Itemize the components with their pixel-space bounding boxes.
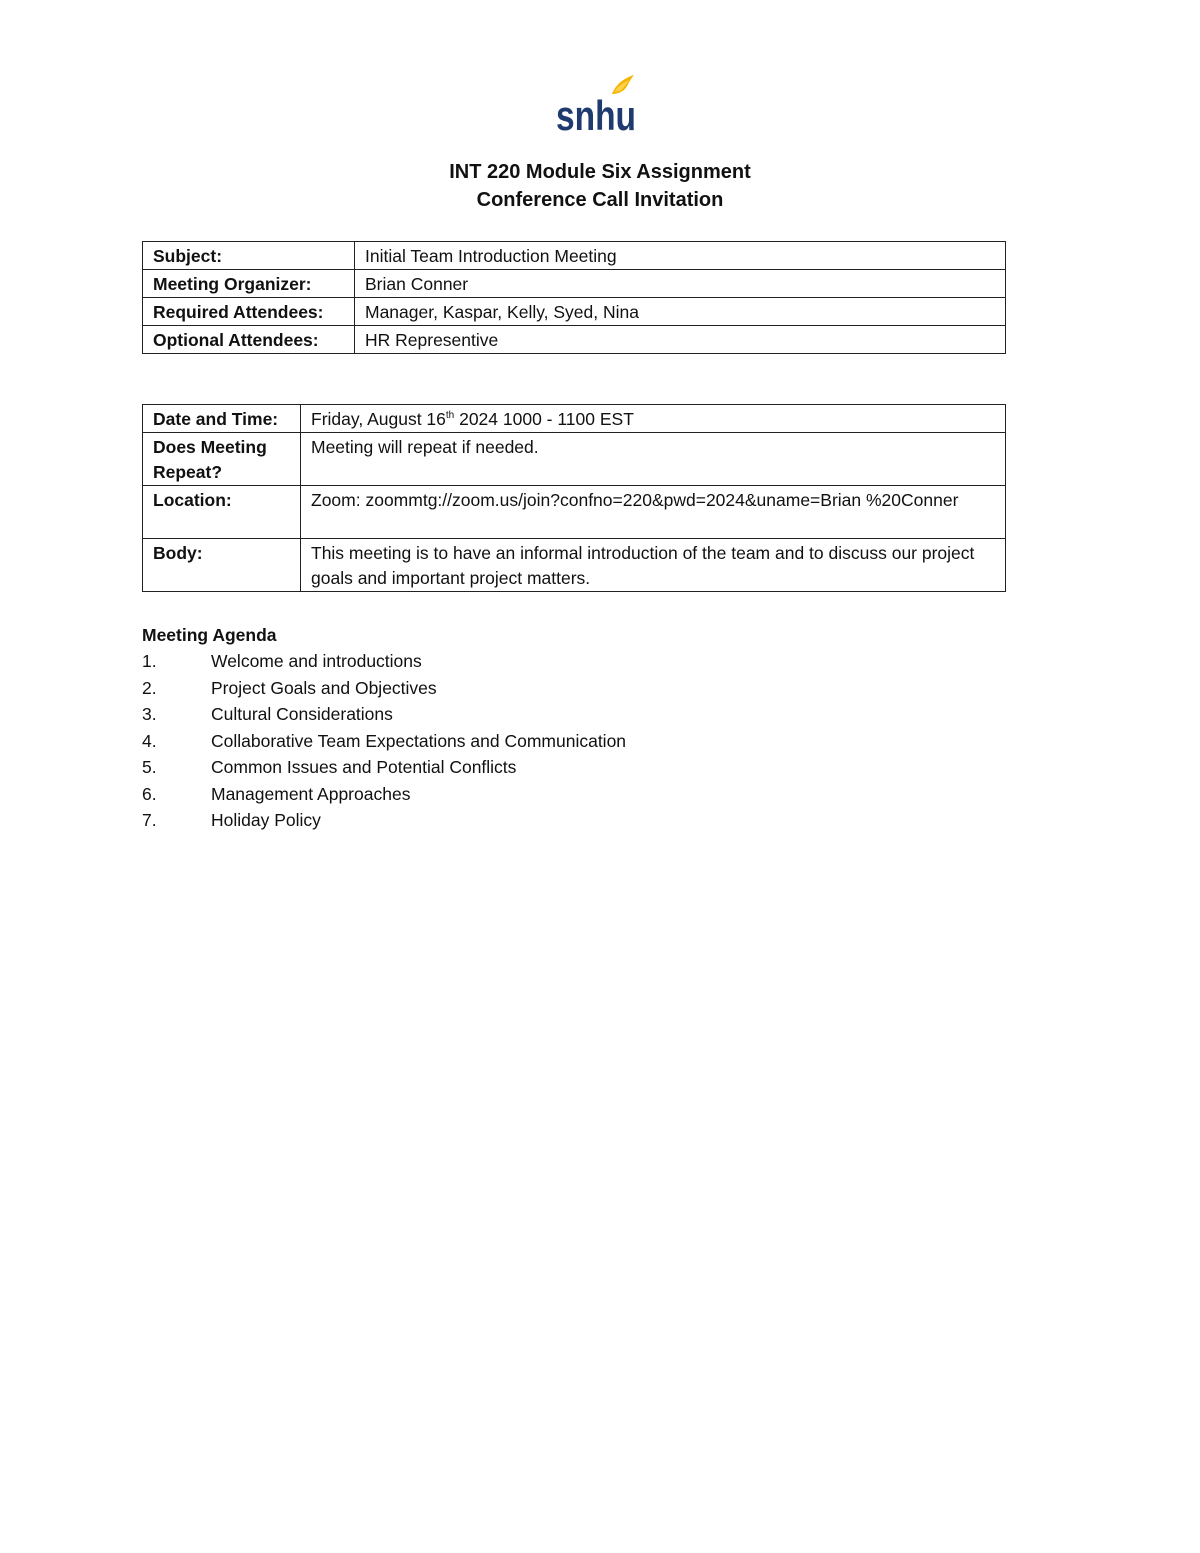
agenda-list [142, 648, 1006, 834]
organizer-value: Brian Conner [355, 270, 1006, 298]
body-label: Body: [143, 539, 301, 592]
table-row [143, 486, 1006, 539]
list-item [142, 754, 1006, 781]
list-item [142, 675, 1006, 702]
meeting-details-table [142, 404, 1006, 592]
item-number: 3. [142, 704, 157, 724]
item-text: Project Goals and Objectives [211, 677, 437, 698]
item-number: 5. [142, 757, 157, 777]
item-number: 2. [142, 677, 157, 698]
optional-attendees-label: Optional Attendees: [143, 326, 355, 354]
location-label: Location: [143, 486, 301, 539]
date-time-value [301, 405, 1006, 433]
table-row [143, 242, 1006, 270]
item-number: 4. [142, 730, 157, 751]
required-attendees-label: Required Attendees: [143, 298, 355, 326]
repeat-label: Does Meeting Repeat? [143, 433, 301, 486]
list-item [142, 781, 1006, 808]
table-row [143, 270, 1006, 298]
list-item [142, 728, 1006, 755]
table-row [143, 539, 1006, 592]
item-text: Welcome and introductions [211, 651, 422, 671]
list-item [142, 807, 1006, 834]
snhu-logo [554, 72, 640, 139]
title-line-2: Conference Call Invitation [476, 189, 724, 211]
document-title [0, 158, 1200, 214]
list-item [142, 701, 1006, 728]
logo-text: snhu [556, 92, 636, 139]
optional-attendees-value: HR Representive [355, 326, 1006, 354]
date-prefix: Friday, August 16 [311, 409, 446, 429]
item-text: Holiday Policy [211, 810, 321, 830]
table-row [143, 433, 1006, 486]
table-row [143, 405, 1006, 433]
item-number: 6. [142, 783, 157, 804]
title-line-1: INT 220 Module Six Assignment [449, 161, 751, 183]
body-value: This meeting is to have an informal introduction of the team and to discuss our project goals and important project matters. [301, 539, 1006, 592]
list-item [142, 648, 1006, 675]
date-time-label: Date and Time: [143, 405, 301, 433]
item-text: Cultural Considerations [211, 704, 393, 724]
item-number: 1. [142, 651, 157, 671]
snhu-flame-logo-icon [554, 72, 640, 139]
agenda-heading: Meeting Agenda [142, 625, 277, 645]
organizer-label: Meeting Organizer: [143, 270, 355, 298]
subject-label: Subject: [143, 242, 355, 270]
meeting-agenda [142, 622, 1006, 834]
item-number: 7. [142, 810, 157, 830]
subject-value: Initial Team Introduction Meeting [355, 242, 1006, 270]
date-suffix: 2024 1000 - 1100 EST [454, 409, 634, 429]
item-text: Collaborative Team Expectations and Communication [211, 730, 627, 751]
item-text: Management Approaches [211, 783, 411, 804]
location-value[interactable]: Zoom: zoommtg://zoom.us/join?confno=220&pwd=2024&uname=Brian %20Conner [301, 486, 1006, 539]
table-row [143, 298, 1006, 326]
table-row [143, 326, 1006, 354]
meeting-info-table [142, 241, 1006, 354]
item-text: Common Issues and Potential Conflicts [211, 757, 517, 777]
required-attendees-value: Manager, Kaspar, Kelly, Syed, Nina [355, 298, 1006, 326]
repeat-value: Meeting will repeat if needed. [301, 433, 1006, 486]
date-ordinal: th [445, 410, 455, 422]
